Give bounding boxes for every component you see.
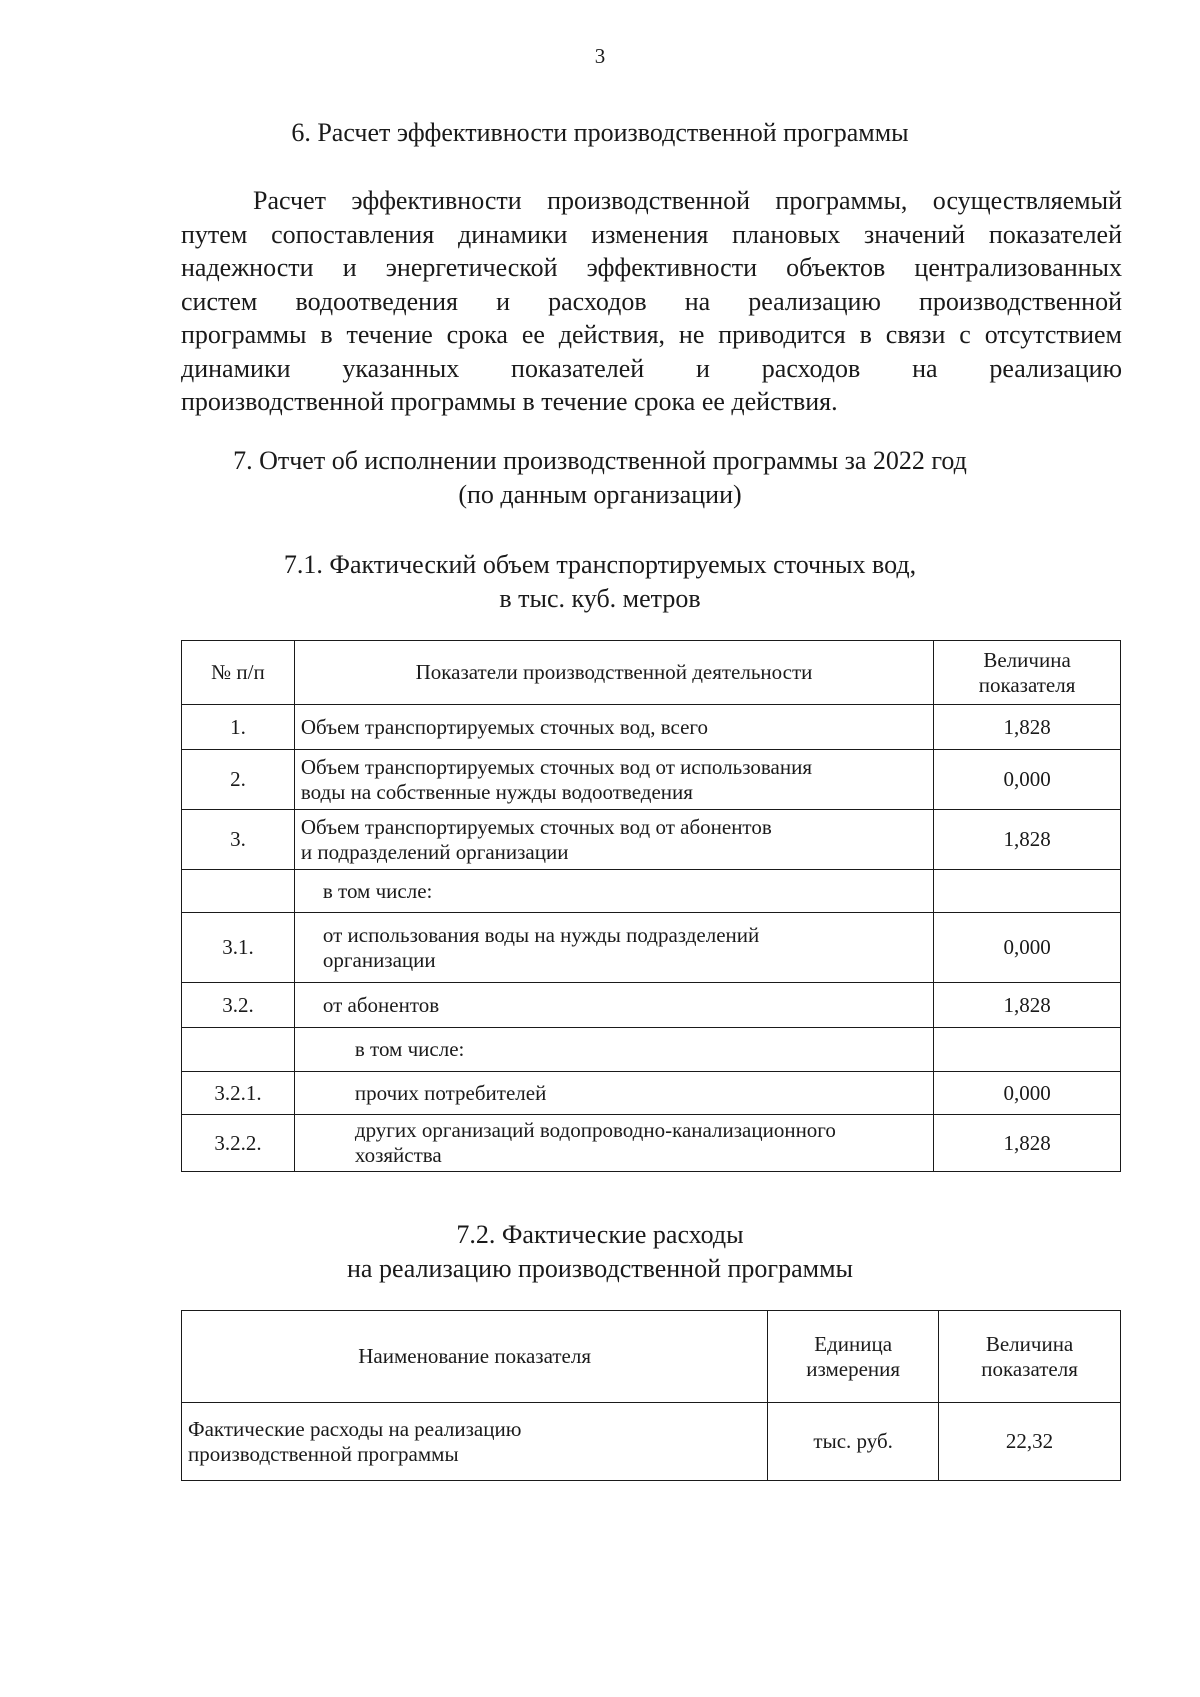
- paragraph-line: динамики указанных показателей и расходов на реализацию: [181, 353, 1122, 383]
- row-label: прочих потребителей: [294, 1072, 933, 1115]
- header-indicator: Показатели производственной деятельности: [294, 641, 933, 705]
- section-7-title: 7. Отчет об исполнении производственной программы за 2022 год (по данным организации): [233, 446, 967, 509]
- section-6-title: 6. Расчет эффективности производственной программы: [291, 118, 909, 147]
- row-value: 0,000: [934, 1072, 1121, 1115]
- row-value: 0,000: [934, 913, 1121, 983]
- row-value: [934, 1028, 1121, 1072]
- header-value: Величина показателя: [939, 1311, 1121, 1403]
- table-row: [182, 870, 1121, 913]
- row-value: 1,828: [934, 705, 1121, 750]
- row-label: в том числе:: [294, 1028, 933, 1072]
- table-header-row: [182, 1311, 1121, 1403]
- row-num: 1.: [182, 705, 295, 750]
- paragraph-line: Расчет эффективности производственной программы, осуществляемый: [253, 186, 1122, 215]
- row-num: 3.2.2.: [182, 1115, 295, 1172]
- row-value: 1,828: [934, 983, 1121, 1028]
- row-label: в том числе:: [294, 870, 933, 913]
- paragraph-line: производственной программы в течение срока ее действия.: [181, 387, 838, 416]
- paragraph-line: программы в течение срока ее действия, не приводится в связи с отсутствием: [181, 320, 1122, 349]
- row-value: 0,000: [934, 750, 1121, 810]
- row-label: Объем транспортируемых сточных вод от использования воды на собственные нужды водоотведения: [294, 750, 933, 810]
- table-row: [182, 1403, 1121, 1481]
- header-unit: Единица измерения: [768, 1311, 939, 1403]
- table-row: [182, 810, 1121, 870]
- row-label: других организаций водопроводно-канализационного хозяйства: [294, 1115, 933, 1172]
- row-num: 2.: [182, 750, 295, 810]
- row-label: от абонентов: [294, 983, 933, 1028]
- row-value: 1,828: [934, 810, 1121, 870]
- row-unit: тыс. руб.: [768, 1403, 939, 1481]
- row-label: от использования воды на нужды подразделений организации: [294, 913, 933, 983]
- paragraph-line: систем водоотведения и расходов на реализацию производственной: [181, 286, 1122, 316]
- table-row: [182, 1115, 1121, 1172]
- section-7-2-title: 7.2. Фактические расходы на реализацию производственной программы: [346, 1220, 853, 1283]
- row-value: 22,32: [939, 1403, 1121, 1481]
- paragraph-line: надежности и энергетической эффективности объектов централизованных: [181, 253, 1122, 282]
- section-7-1-title: 7.1. Фактический объем транспортируемых сточных вод, в тыс. куб. метров: [283, 550, 917, 613]
- actual-expenses-table: [181, 1310, 1121, 1481]
- row-num: [182, 870, 295, 913]
- wastewater-volume-table: [181, 640, 1121, 1172]
- table-row: [182, 913, 1121, 983]
- table-row: [182, 705, 1121, 750]
- row-num: 3.: [182, 810, 295, 870]
- table-row: [182, 1028, 1121, 1072]
- row-value: [934, 870, 1121, 913]
- table-row: [182, 750, 1121, 810]
- section-6-paragraph: [181, 184, 1122, 419]
- row-num: 3.2.: [182, 983, 295, 1028]
- row-label: Объем транспортируемых сточных вод от абонентов и подразделений организации: [294, 810, 933, 870]
- page-number: 3: [594, 44, 606, 68]
- row-value: 1,828: [934, 1115, 1121, 1172]
- table-header-row: [182, 641, 1121, 705]
- row-num: [182, 1028, 295, 1072]
- table-row: [182, 983, 1121, 1028]
- row-num: 3.1.: [182, 913, 295, 983]
- table-row: [182, 1072, 1121, 1115]
- paragraph-line: путем сопоставления динамики изменения плановых значений показателей: [181, 219, 1122, 249]
- header-value: Величина показателя: [934, 641, 1121, 705]
- row-num: 3.2.1.: [182, 1072, 295, 1115]
- header-indicator-name: Наименование показателя: [182, 1311, 768, 1403]
- header-num: № п/п: [182, 641, 295, 705]
- row-label: Объем транспортируемых сточных вод, всего: [294, 705, 933, 750]
- row-label: Фактические расходы на реализацию производственной программы: [182, 1403, 768, 1481]
